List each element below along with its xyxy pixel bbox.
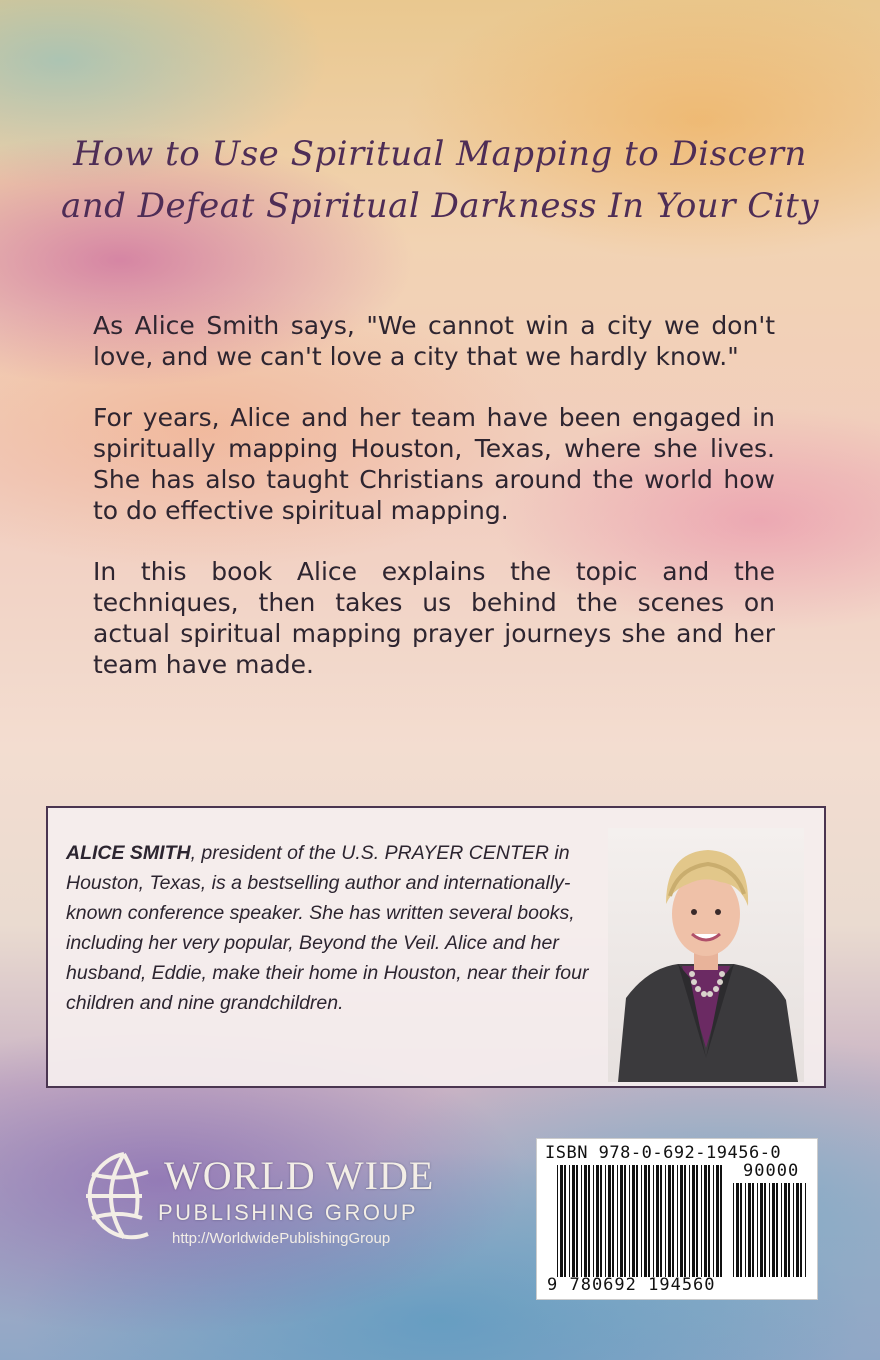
barcode-bar [781, 1183, 782, 1277]
author-name: ALICE SMITH [66, 842, 191, 864]
barcode-digits: 9 780692 194560 [547, 1275, 716, 1295]
barcode [536, 1138, 818, 1300]
barcode-bar [769, 1183, 770, 1277]
isbn-number: ISBN 978-0-692-19456-0 [545, 1143, 782, 1163]
barcode-bar [760, 1183, 763, 1277]
barcode-bar [576, 1165, 578, 1277]
barcode-bar [593, 1165, 594, 1277]
publisher-url: http://WorldwidePublishingGroup [172, 1230, 391, 1247]
barcode-bar [740, 1183, 742, 1277]
barcode-bar [648, 1165, 650, 1277]
barcode-bar [660, 1165, 662, 1277]
barcode-bar [696, 1165, 698, 1277]
barcode-bar [796, 1183, 799, 1277]
author-bio [66, 838, 626, 1018]
barcode-bar [701, 1165, 702, 1277]
barcode-bar [784, 1183, 787, 1277]
title-line-2: and Defeat Spiritual Darkness In Your City [60, 186, 820, 226]
author-bio-text: , president of the U.S. PRAYER CENTER in Houston, Texas, is a bestselling author and internationally-known conference speaker. She has written several books, including her very popular, Beyond the Veil. Alice and her husband, Eddie, make their home in Houston, near their four children and nine grandchildren. [66, 842, 589, 1014]
barcode-bar [608, 1165, 611, 1277]
barcode-bar [632, 1165, 635, 1277]
barcode-bar [560, 1165, 563, 1277]
barcode-bar [569, 1165, 570, 1277]
barcode-bar [641, 1165, 642, 1277]
barcode-bar [636, 1165, 638, 1277]
barcode-bar [557, 1165, 558, 1277]
barcode-bar [757, 1183, 758, 1277]
barcode-bar [764, 1183, 766, 1277]
barcode-bars-main [557, 1165, 725, 1277]
publisher-subname: PUBLISHING GROUP [158, 1200, 419, 1225]
barcode-bar [720, 1165, 722, 1277]
barcode-bar [800, 1183, 802, 1277]
barcode-bar [752, 1183, 754, 1277]
barcode-bar [772, 1183, 775, 1277]
barcode-bar [793, 1183, 794, 1277]
publisher-name: WORLD WIDE [164, 1153, 435, 1198]
barcode-bar [689, 1165, 690, 1277]
barcode-bar [716, 1165, 719, 1277]
barcode-bar [564, 1165, 566, 1277]
barcode-bar [665, 1165, 666, 1277]
barcode-bar [656, 1165, 659, 1277]
barcode-bar [629, 1165, 630, 1277]
barcode-bar [672, 1165, 674, 1277]
author-photo [608, 828, 804, 1082]
barcode-bar [668, 1165, 671, 1277]
barcode-bar [624, 1165, 626, 1277]
barcode-bar [708, 1165, 710, 1277]
barcode-bar [653, 1165, 654, 1277]
barcode-bars-addon [733, 1183, 809, 1277]
barcode-bar [612, 1165, 614, 1277]
barcode-bar [713, 1165, 714, 1277]
barcode-bar [584, 1165, 587, 1277]
globe-icon [78, 1146, 168, 1246]
barcode-bar [736, 1183, 739, 1277]
barcode-bar [692, 1165, 695, 1277]
barcode-bar [617, 1165, 618, 1277]
description [93, 310, 775, 710]
barcode-bar [704, 1165, 707, 1277]
paragraph-quote: As Alice Smith says, "We cannot win a city we don't love, and we can't love a city that we hardly know." [93, 311, 775, 371]
price-code: 90000 [743, 1161, 800, 1181]
paragraph-book: In this book Alice explains the topic and the techniques, then takes us behind the scenes on actual spiritual mapping prayer journeys she and her team have made. [93, 557, 775, 679]
barcode-bar [680, 1165, 683, 1277]
barcode-bar [581, 1165, 582, 1277]
barcode-bar [748, 1183, 751, 1277]
author-bio-box [46, 806, 826, 1088]
back-cover-title [40, 128, 840, 232]
barcode-bar [776, 1183, 778, 1277]
barcode-bar [684, 1165, 686, 1277]
barcode-bar [805, 1183, 806, 1277]
barcode-bar [745, 1183, 746, 1277]
barcode-bar [588, 1165, 590, 1277]
paragraph-history: For years, Alice and her team have been engaged in spiritually mapping Houston, Texas, where she lives. She has also taught Christians around the world how to do effective spiritual mapping. [93, 403, 775, 525]
barcode-bar [677, 1165, 678, 1277]
title-line-1: How to Use Spiritual Mapping to Discern [73, 134, 807, 174]
barcode-bar [788, 1183, 790, 1277]
barcode-bar [620, 1165, 623, 1277]
barcode-bar [600, 1165, 602, 1277]
barcode-bar [572, 1165, 575, 1277]
barcode-bar [644, 1165, 647, 1277]
publisher-logo [78, 1146, 478, 1256]
barcode-bar [596, 1165, 599, 1277]
barcode-bar [605, 1165, 606, 1277]
barcode-bar [733, 1183, 734, 1277]
